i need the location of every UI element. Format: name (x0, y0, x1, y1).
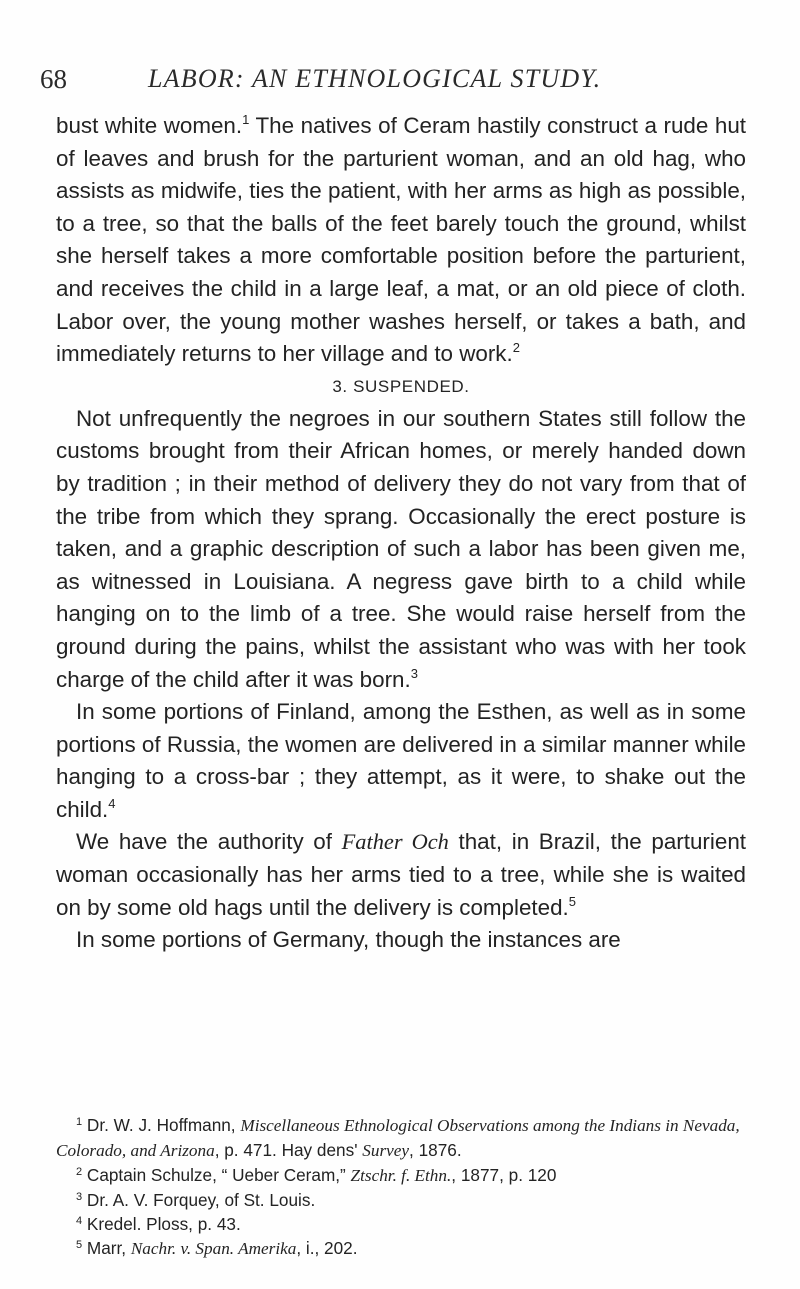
footnotes (56, 1113, 756, 1261)
footnote-1-italic: Miscellaneous Ethnological Observations among the Indians in Nevada, Colorado, and Arizona (56, 1116, 740, 1160)
paragraph-5 (56, 924, 746, 957)
footnote-5-mark: 5 (76, 1239, 83, 1251)
paragraph-1-text-a: bust white women. (56, 113, 243, 138)
footnote-4-mark: 4 (76, 1215, 83, 1227)
footnote-4 (56, 1212, 756, 1236)
paragraph-5-text: In some portions of Germany, though the instances are (76, 927, 621, 953)
paragraph-2 (56, 403, 746, 696)
footnote-1-mark: 1 (76, 1116, 83, 1128)
footnote-ref-2: 2 (512, 340, 520, 356)
section-heading: 3. SUSPENDED. (332, 376, 470, 396)
footnote-2-italic: Ztschr. f. Ethn. (350, 1166, 452, 1185)
footnote-3-mark: 3 (76, 1191, 83, 1203)
page-number: 68 (40, 64, 67, 94)
footnote-2 (56, 1163, 756, 1188)
paragraph-2-text: Not unfrequently the negroes in our southern States still follow the customs brought from their African homes, or merely handed down by tradition ; in their method of delivery they do not vary from that of the tribe from which they sprang. Occasionally the erect posture is taken, and a graphic description of such a labor has been given me, as witnessed in Louisiana. A negress gave birth to a child while hanging on to the limb of a tree. She would raise herself from the ground during the pains, whilst the assistant who was with her took charge of the child after it was born. (56, 405, 746, 692)
footnote-ref-4: 4 (108, 795, 116, 811)
footnote-1-text-a: Dr. W. J. Hoffmann, (82, 1115, 241, 1135)
footnote-ref-3: 3 (410, 665, 418, 681)
footnote-5-text-b: , i., 202. (296, 1238, 358, 1258)
footnote-2-mark: 2 (76, 1166, 83, 1178)
footnote-1-text-b: , p. 471. Hay dens' (214, 1140, 363, 1160)
footnote-1 (56, 1113, 756, 1163)
footnote-2-text-a: Captain Schulze, “ Ueber Ceram,” (82, 1165, 351, 1185)
footnote-2-text-b: , 1877, p. 120 (451, 1165, 557, 1185)
paragraph-3 (56, 696, 746, 826)
footnote-4-text: Kredel. Ploss, p. 43. (82, 1214, 241, 1234)
footnote-ref-1: 1 (242, 112, 250, 127)
footnote-5-italic: Nachr. v. Span. Amerika (130, 1239, 297, 1258)
paragraph-4-italic: Father Och (341, 829, 449, 855)
footnote-3 (56, 1188, 756, 1212)
footnote-ref-5: 5 (568, 893, 577, 909)
paragraph-3-text: In some portions of Finland, among the Esthen, as well as in some portions of Russia, the women are delivered in a similar manner while hanging to a cross-bar ; they attempt, as it were, to shake out the child. (56, 699, 746, 822)
paragraph-1-text-b: The natives of Ceram hastily construct a rude hut of leaves and brush for the parturient woman, and an old hag, who assists as midwife, ties the patient, with her arms as high as possible, to a tree, so that the balls of the feet barely touch the ground, whilst she herself takes a more comfortable position before the parturient, and receives the child in a large leaf, a mat, or an old piece of cloth. Labor over, the young mother washes herself, or takes a bath, and immediately returns to her village and to work. (56, 113, 747, 367)
footnote-1-italic-2: Survey (362, 1141, 410, 1160)
paragraph-4 (56, 826, 746, 924)
paragraph-4-text-a: We have the authority of (76, 829, 342, 855)
running-title: LABOR: AN ETHNOLOGICAL STUDY. (148, 64, 602, 93)
paragraph-1 (56, 110, 746, 371)
paragraph-4-text-b: that, in Brazil, the parturient woman occasionally has her arms tied to a tree, while she is waited on by some old hags until the delivery is completed. (56, 829, 746, 920)
footnote-3-text: Dr. A. V. Forquey, of St. Louis. (82, 1190, 316, 1210)
footnote-1-text-c: , 1876. (409, 1140, 462, 1160)
body-text (56, 110, 746, 957)
footnote-5 (56, 1236, 756, 1261)
page-header (0, 64, 800, 104)
footnote-5-text-a: Marr, (82, 1238, 131, 1258)
